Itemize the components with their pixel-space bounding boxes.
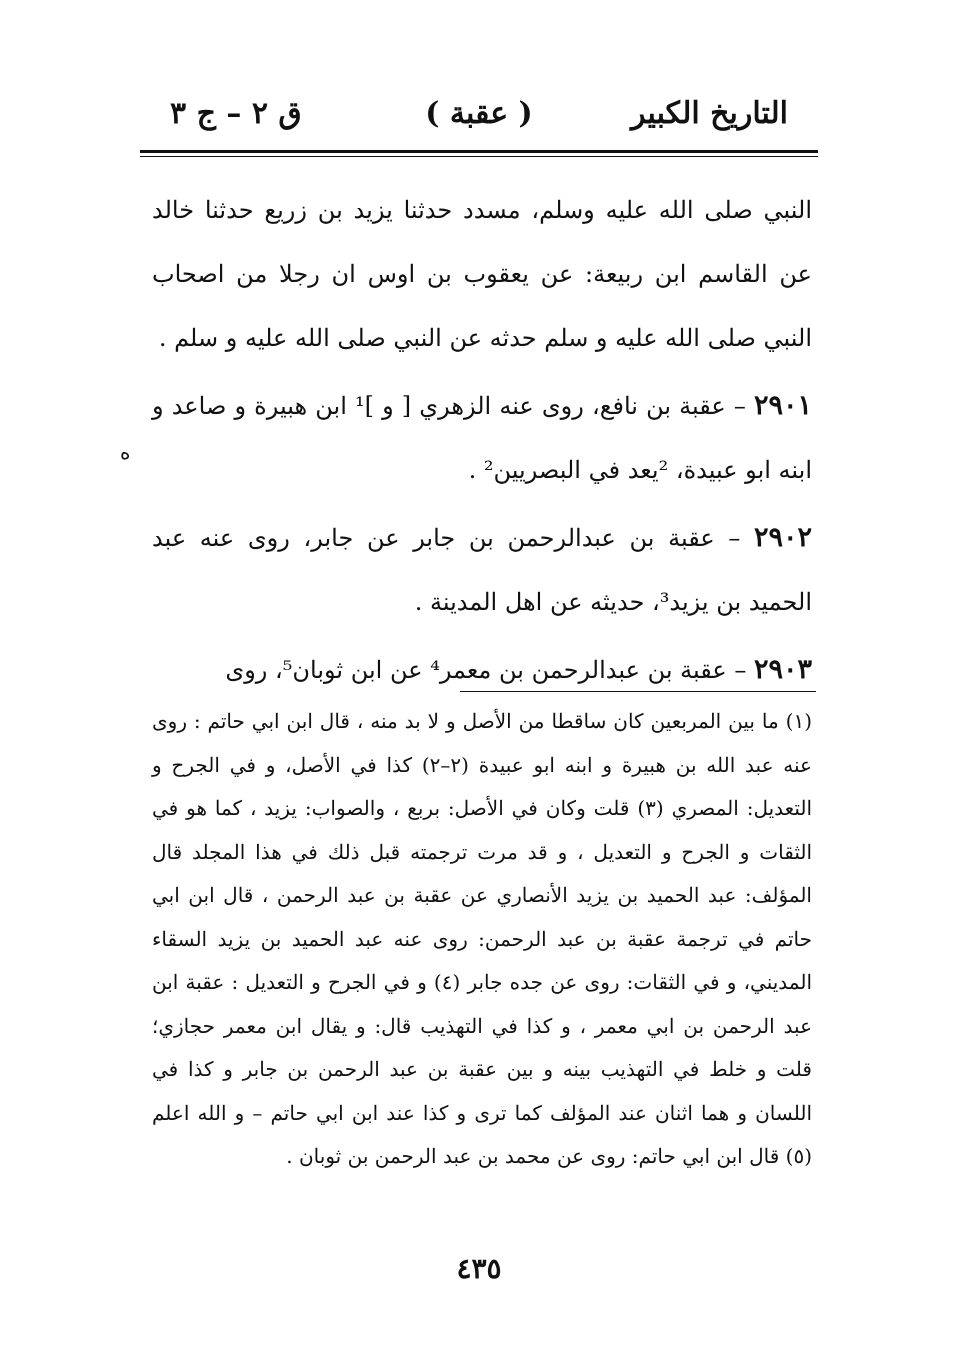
margin-mark: ه <box>120 440 131 464</box>
entry-text: – عقبة بن نافع، روى عنه الزهري [ و ]¹ ابن هبيرة و صاعد و ابنه ابو عبيدة، ²يعد في البصريين² . <box>152 392 812 484</box>
entry-number: ٢٩٠١ <box>753 390 812 421</box>
main-text <box>152 178 812 702</box>
entry-text: – عقبة بن عبدالرحمن بن جابر عن جابر، روى عنه عبد الحميد بن يزيد³، حديثه عن اهل المدينة . <box>152 524 812 616</box>
footnotes <box>152 700 812 1179</box>
entry-2901 <box>152 374 812 502</box>
intro-paragraph: النبي صلى الله عليه وسلم، مسدد حدثنا يزيد بن زريع حدثنا خالد عن القاسم ابن ربيعة: عن يعقوب بن اوس ان رجلا من اصحاب النبي صلى الله عليه و سلم حدثه عن النبي صلى الله عليه و سلم . <box>152 196 812 352</box>
header-rule-thick <box>140 150 818 153</box>
running-header <box>140 88 818 140</box>
volume-label: ق ٢ – ج ٣ <box>170 96 302 131</box>
section-title: ( عقبة ) <box>425 96 533 131</box>
page-number: ٤٣٥ <box>456 1252 502 1285</box>
entry-number: ٢٩٠٢ <box>753 522 812 553</box>
entry-text: – عقبة بن عبدالرحمن بن معمر⁴ عن ابن ثوبان⁵، روى <box>225 656 747 684</box>
entry-2903 <box>152 638 812 702</box>
book-title: التاريخ الكبير <box>630 96 788 131</box>
entry-number: ٢٩٠٣ <box>753 654 812 685</box>
footnote-block: (١) ما بين المربعين كان ساقطا من الأصل و لا بد منه ، قال ابن ابي حاتم : روى عنه عبد الله بن هبيرة و ابنه ابو عبيدة (٢–٢) كذا في الأصل، و في الجرح و التعديل: المصري (٣) قلت وكان في الأصل: بربع ، والصواب: يزيد ، كما هو في الثقات و الجرح و التعديل ، و قد مرت ترجمته قبل ذلك في هذا المجلد قال المؤلف: عبد الحميد بن يزيد الأنصاري عن عقبة بن عبد الرحمن ، قال ابن ابي حاتم في ترجمة عقبة بن عبد الرحمن: روى عنه عبد الحميد بن يزيد السقاء المديني، و في الثقات: روى عن جده جابر (٤) و في الجرح و التعديل : عقبة ابن عبد الرحمن بن ابي معمر ، و كذا في التهذيب قال: و يقال ابن معمر حجازي؛ قلت و خلط في التهذيب بينه و بين عقبة بن عبد الرحمن بن جابر و كذا في اللسان و هما اثنان عند المؤلف كما ترى و كذا عند ابن ابي حاتم – و الله اعلم (٥) قال ابن ابي حاتم: روى عن محمد بن عبد الرحمن بن ثوبان . <box>152 709 813 1168</box>
header-rule-thin <box>140 156 818 157</box>
footnote-rule <box>460 691 816 692</box>
entry-2902 <box>152 506 812 634</box>
